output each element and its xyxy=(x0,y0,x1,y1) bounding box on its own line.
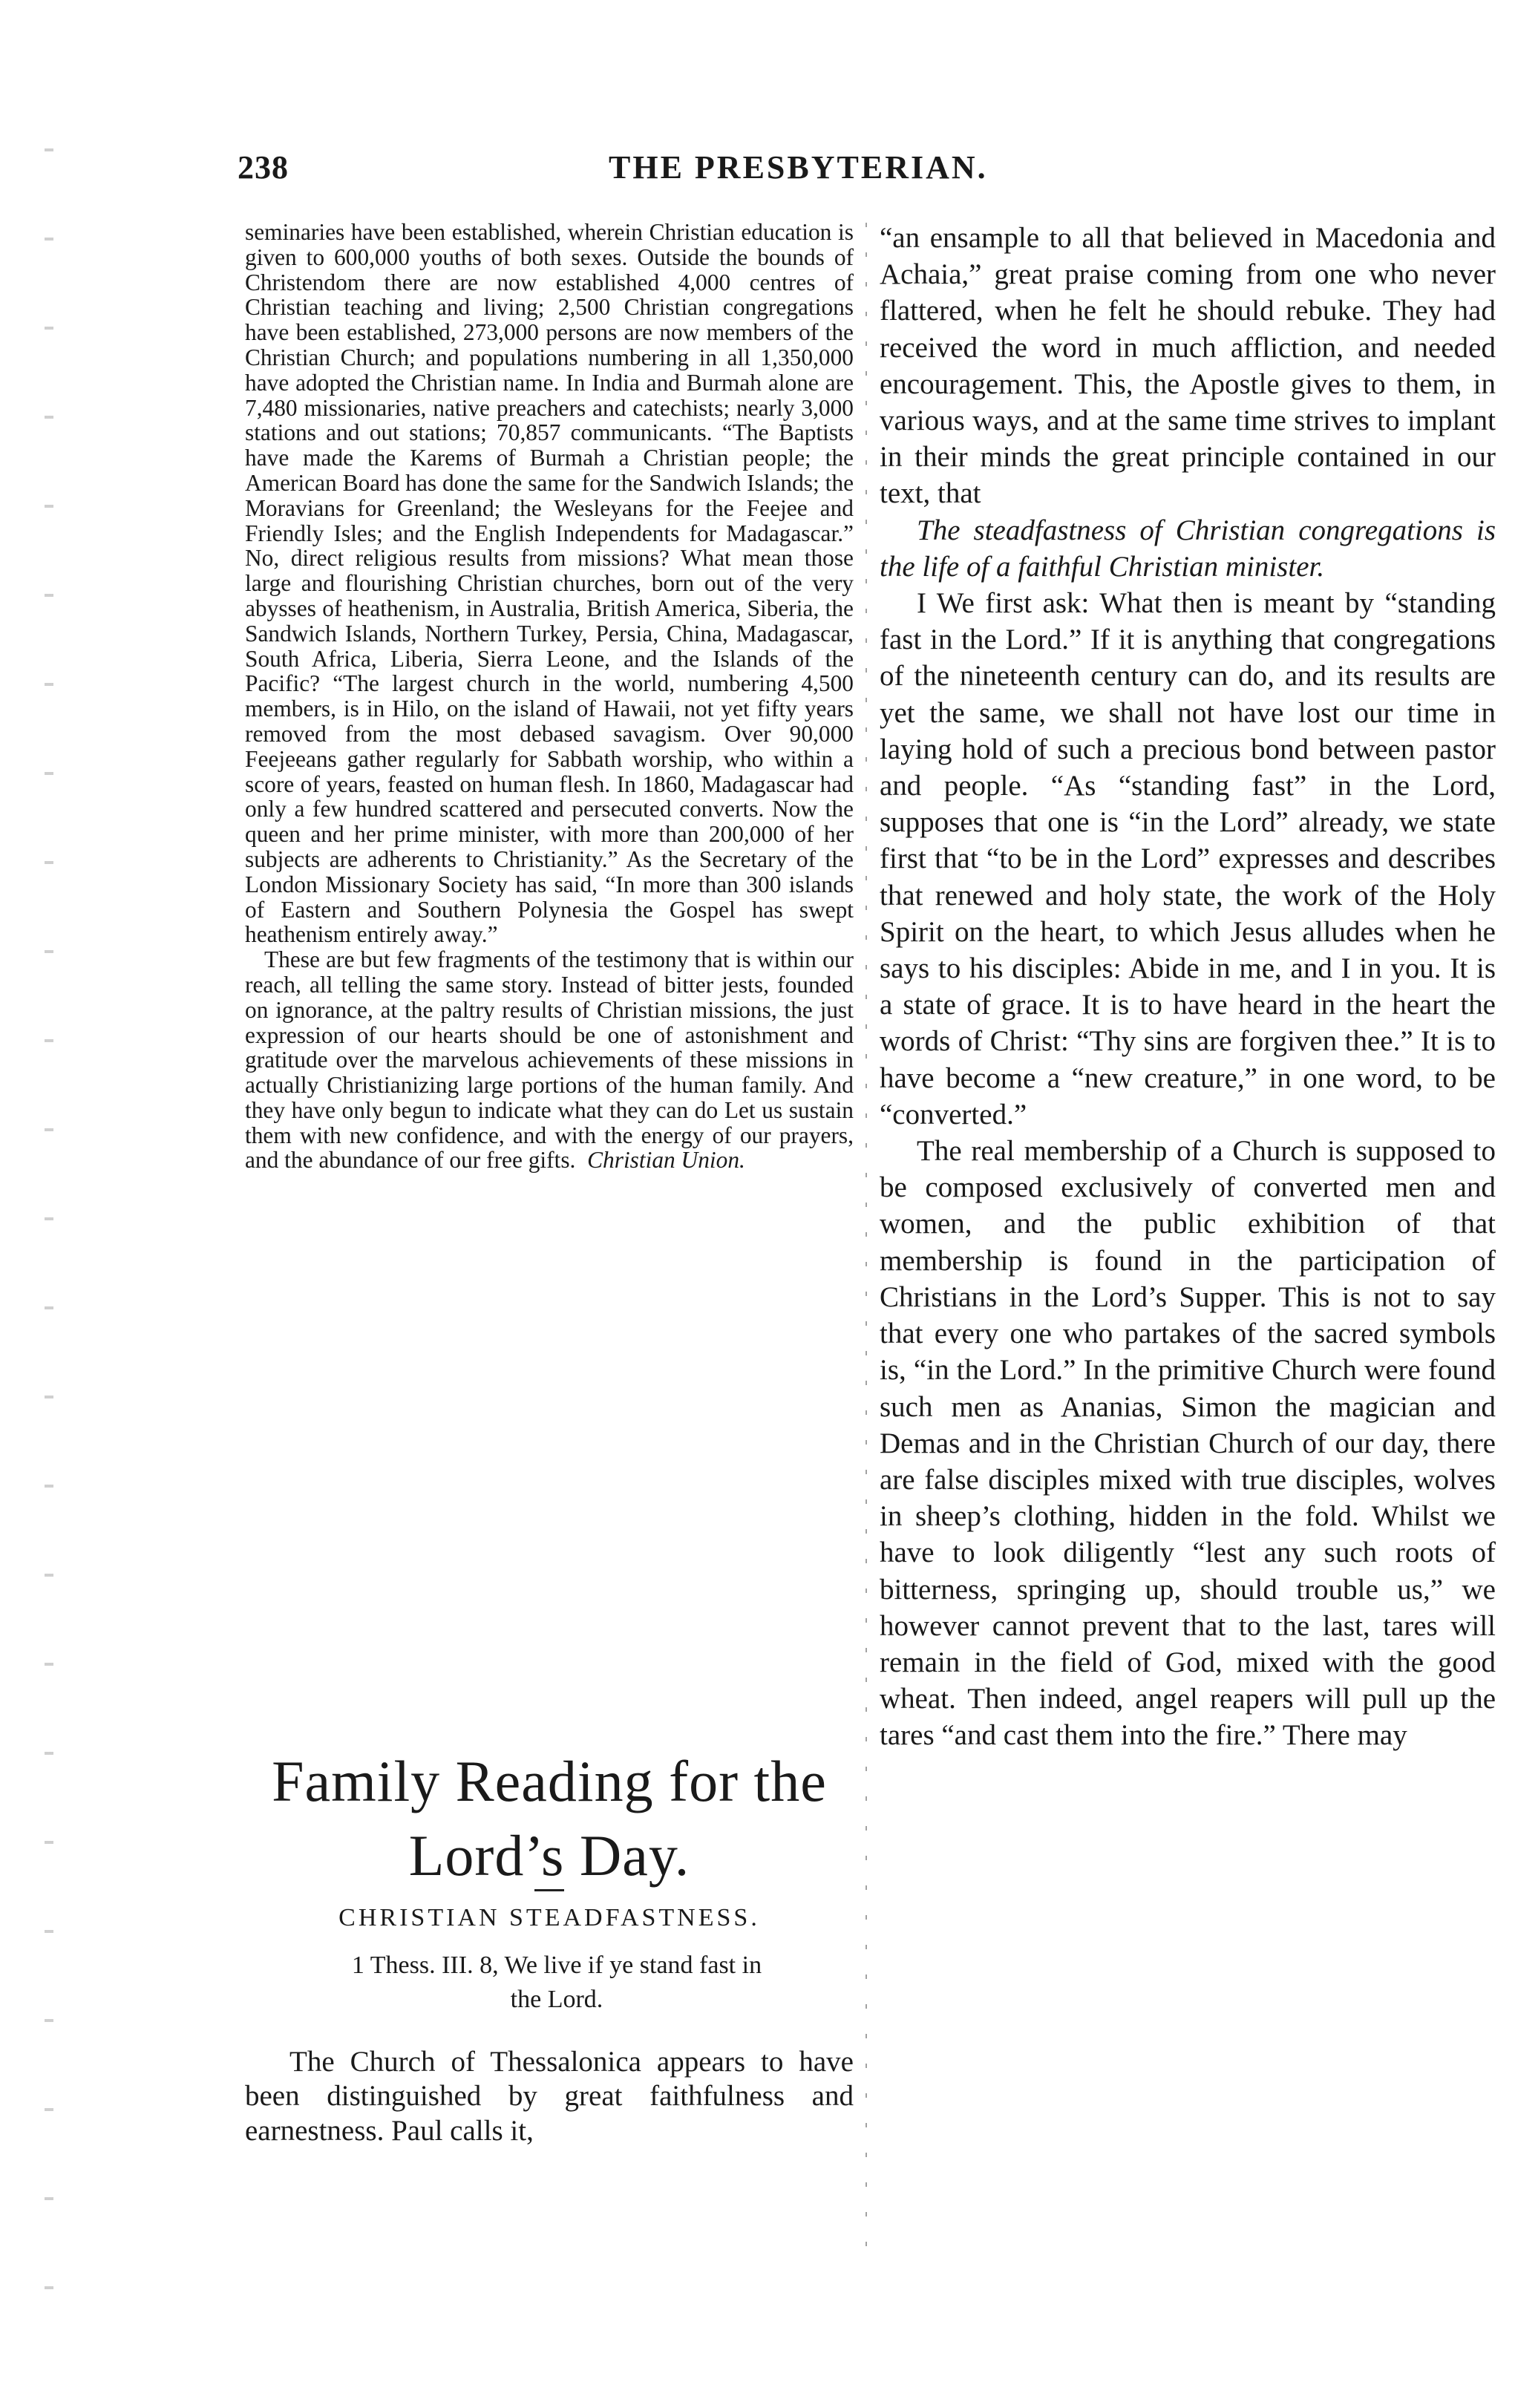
signoff: Christian Union. xyxy=(587,1147,745,1174)
epigraph-line-1: 1 Thess. III. 8, We live if ye stand fast in xyxy=(351,1951,762,1979)
left-paragraph-2 xyxy=(245,947,854,1173)
right-paragraph-2: I We first ask: What then is meant by “standing fast in the Lord.” If it is anything that congregations of the nineteenth century can do, and its results are yet the same, we shall not have lost our time in laying hold of such a precious bond between pastor and people. “As “standing fast” in the Lord, supposes that one is “in the Lord” already, we state first that “to be in the Lord” expresses and describes that renewed and holy state, the work of the Holy Spirit on the heart, to which Jesus alludes when he says to his disciples: Abide in me, and I in you. It is a state of grace. It is to have heard in the heart the words of Christ: “Thy sins are forgiven thee.” It is to have become a “new creature,” in one word, to be “converted.” xyxy=(880,587,1496,1131)
article-opening xyxy=(245,2045,854,2148)
left-column xyxy=(245,220,854,1173)
epigraph-line-2: the Lord. xyxy=(510,1986,603,2013)
right-column xyxy=(880,220,1496,1754)
article-opening-paragraph: The Church of Thessalonica appears to have been distinguished by great faithfulness and earnestness. Paul calls it, xyxy=(245,2046,854,2147)
right-paragraph-3: The real membership of a Church is supposed to be composed exclusively of converted men and women, and the public exhibition of that membership is found in the participation of Christians in the Lord’s Supper. This is not to say that every one who partakes of the sacred symbols is, “in the Lord.” In the primitive Church were found such men as Ananias, Simon the magician and Demas and in the Christian Church of our day, there are false disciples mixed with true disciples, wolves in sheep’s clothing, hidden in the fold. Whilst we have to look diligently “lest any such roots of bitterness, springing up, should trouble us,” we however cannot prevent that to the last, tares will remain in the field of God, mixed with the good wheat. Then indeed, angel reapers will pull up the tares “and cast them into the fire.” There may xyxy=(880,1135,1496,1752)
section-heading xyxy=(245,1744,854,1893)
column-divider xyxy=(865,223,867,2271)
right-paragraph-1: “an ensample to all that believed in Macedonia and Achaia,” great praise coming from one who never flattered, when he felt he should rebuke. They had received the word in much affliction, and needed encouragement. This, the Apostle gives to them, in various ways, and at the same time strives to implant in their minds the great principle contained in our text, that xyxy=(880,222,1496,510)
margin-scan-marks xyxy=(45,148,53,2301)
section-heading-line-1: Family Reading for the xyxy=(272,1749,827,1813)
proposition: The steadfastness of Christian congregations is the life of a faithful Christian minister. xyxy=(880,514,1496,583)
heading-divider xyxy=(534,1889,564,1891)
running-head xyxy=(238,148,1499,193)
left-paragraph-1: seminaries have been established, wherein Christian education is given to 600,000 youths of both sexes. Outside the bounds of Christendom there are now established 4,000 centres of Christian teaching and living; 2,500 Christian congregations have been established, 273,000 persons are now members of the Christian Church; and populations numbering in all 1,350,000 have adopted the Christian name. In India and Burmah alone are 7,480 missionaries, native preachers and catechists; nearly 3,000 stations and out stations; 70,857 communicants. “The Baptists have made the Karems of Burmah a Christian people; the American Board has done the same for the Sandwich Islands; the Moravians for Greenland; the Wesleyans for the Feejee and Friendly Isles; and the English Independents for Madagascar.” No, direct religious results from missions? What mean those large and flourishing Christian churches, born out of the very abysses of heathenism, in Australia, British America, Siberia, the Sandwich Islands, Northern Turkey, Persia, China, Madagascar, South Africa, Liberia, Sierra Leone, and the Islands of the Pacific? “The largest church in the world, numbering 4,500 members, is in Hilo, on the island of Hawaii, not yet fifty years removed from the most debased savagism. Over 90,000 Feejeeans gather regularly for Sabbath worship, who within a score of years, feasted on human flesh. In 1860, Madagascar had only a few hundred scattered and persecuted converts. Now the queen and her prime minister, with more than 200,000 of her subjects are adherents to Christianity.” As the Secretary of the London Missionary Society has said, “In more than 300 islands of Eastern and Southern Polynesia the Gospel has swept heathenism entirely away.” xyxy=(245,219,854,948)
page-number: 238 xyxy=(238,149,289,186)
left-paragraph-2-text: These are but few fragments of the testimony that is within our reach, all telling the same story. Instead of bitter jests, founded on ignorance, at the paltry results of Christian missions, the just expression of our hearts should be one of astonishment and gratitude over the marvelous achievements of these missions in actually Christianizing large portions of the human family. And they have only begun to indicate what they can do Let us sustain them with new confidence, and with the energy of our prayers, and the abundance of our free gifts. xyxy=(245,946,854,1174)
epigraph xyxy=(275,1949,839,2017)
journal-title: THE PRESBYTERIAN. xyxy=(609,149,988,186)
section-heading-line-2: Lord’s Day. xyxy=(408,1823,690,1888)
article-title: CHRISTIAN STEADFASTNESS. xyxy=(338,1904,760,1931)
